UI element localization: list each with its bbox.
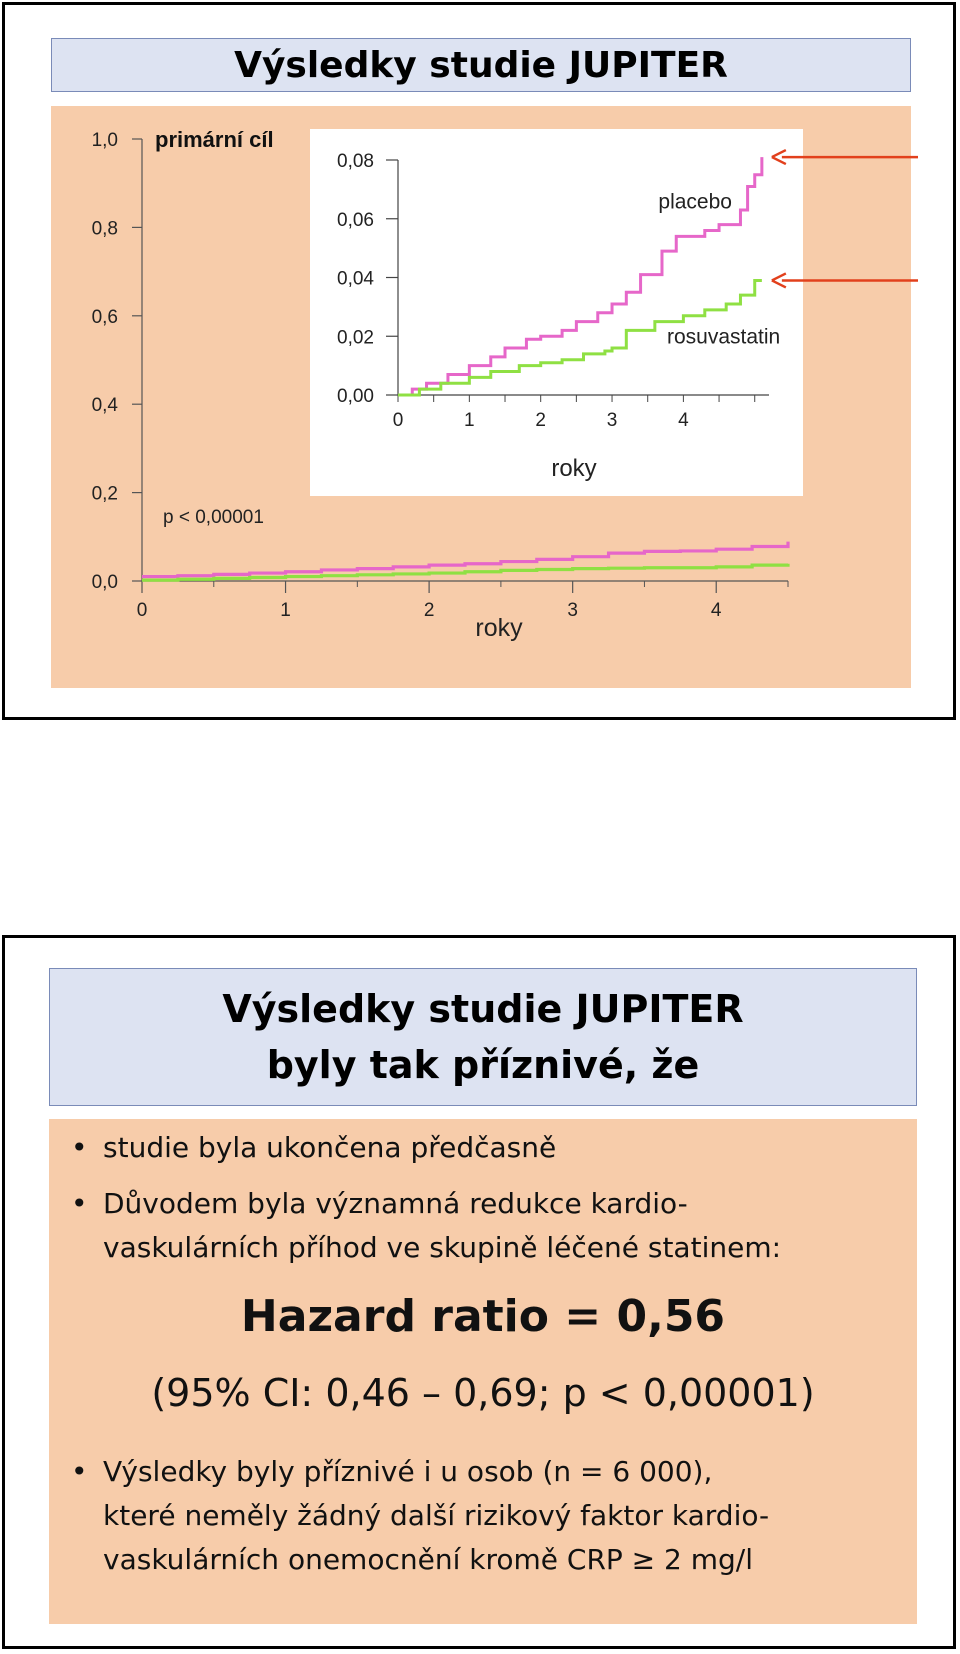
inset-y-tick-label: 0,08	[337, 151, 374, 172]
bullet-3-line-1: Výsledky byly příznivé i u osob (n = 6 000),	[103, 1455, 713, 1488]
kaplan-meier-chart	[51, 106, 911, 688]
y-tick-label: 0,2	[91, 483, 118, 505]
y-tick-label: 0,0	[91, 572, 118, 593]
slide-1	[2, 2, 956, 720]
inset-y-tick-label: 0,00	[337, 386, 374, 407]
inset-chart	[310, 129, 803, 496]
slide-1-title: Výsledky studie JUPITER	[51, 38, 911, 92]
slide-2-content	[49, 1119, 917, 1624]
slide-2-title-line-1: Výsledky studie JUPITER	[222, 987, 744, 1031]
x-axis-label: roky	[475, 614, 523, 642]
bullet-3-line-2: které neměly žádný další rizikový faktor kardio-	[103, 1499, 770, 1532]
y-tick-label: 1,0	[91, 130, 118, 151]
bullet-3-line-3: vaskulárních onemocnění kromě CRP ≥ 2 mg/l	[103, 1543, 754, 1576]
bullet-2-line-2: vaskulárních příhod ve skupině léčené statinem:	[103, 1231, 782, 1264]
bullet-marker: •	[71, 1131, 88, 1164]
inset-background	[310, 129, 803, 496]
inset-y-tick-label: 0,02	[337, 327, 374, 349]
slide-2	[2, 935, 956, 1649]
inset-y-tick-label: 0,04	[337, 268, 374, 290]
inset-x-tick-label: 1	[464, 410, 475, 431]
slide-2-title-line-2: byly tak příznivé, že	[266, 1043, 700, 1087]
series-label-placebo: placebo	[658, 190, 732, 214]
series-label-rosuvastatin: rosuvastatin	[666, 325, 781, 349]
x-tick-label: 4	[710, 600, 722, 621]
inset-x-tick-label: 0	[392, 410, 404, 431]
inset-y-tick-label: 0,06	[337, 209, 374, 231]
x-tick-label: 2	[423, 600, 435, 621]
chart-panel	[51, 106, 911, 688]
x-tick-label: 0	[136, 600, 148, 621]
y-tick-label: 0,8	[91, 218, 118, 240]
bullet-1-text: studie byla ukončena předčasně	[103, 1131, 557, 1164]
bullet-marker: •	[71, 1187, 88, 1220]
x-tick-label: 1	[280, 600, 291, 621]
hazard-ratio: Hazard ratio = 0,56	[240, 1291, 726, 1342]
inset-x-tick-label: 4	[678, 410, 689, 431]
chart-title: primární cíl	[155, 127, 274, 152]
y-tick-label: 0,4	[91, 395, 118, 417]
x-tick-label: 3	[567, 600, 578, 621]
inset-x-axis-label: roky	[551, 455, 597, 482]
y-tick-label: 0,6	[91, 306, 118, 328]
slide-2-title	[49, 968, 917, 1106]
p-value-annotation: p < 0,00001	[163, 507, 264, 528]
confidence-interval: (95% CI: 0,46 – 0,69; p < 0,00001)	[151, 1371, 815, 1415]
inset-x-tick-label: 2	[535, 410, 546, 431]
inset-x-tick-label: 3	[606, 410, 618, 431]
bullet-2-line-1: Důvodem byla významná redukce kardio-	[103, 1187, 688, 1220]
bullet-marker: •	[71, 1455, 88, 1488]
